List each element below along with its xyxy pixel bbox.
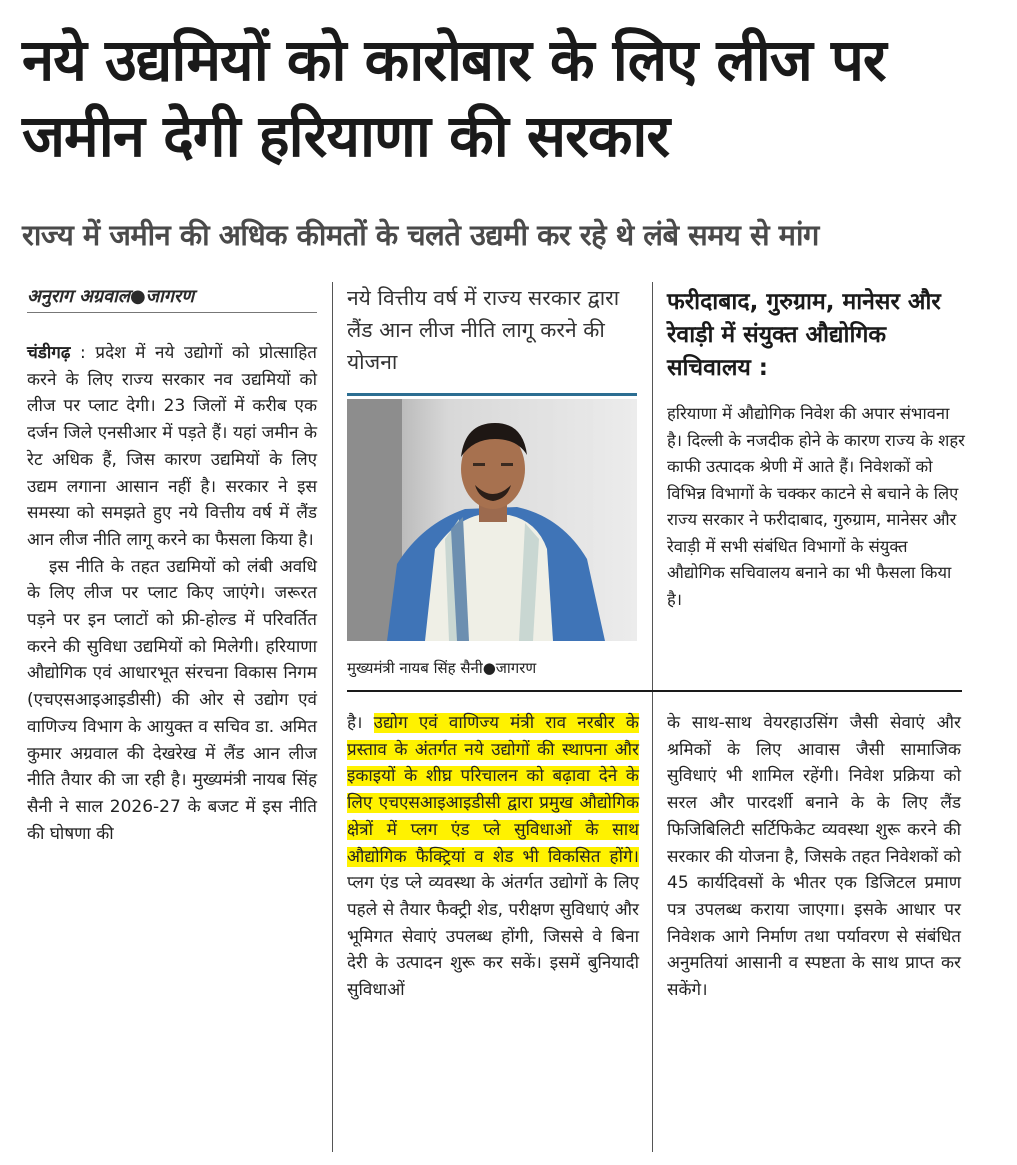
highlighted-text: उद्योग एवं वाणिज्य मंत्री राव नरबीर के प्रस्ताव के अंतर्गत नये उद्योगों की स्थापना और इकाइयों के शीघ्र परिचालन को बढ़ावा देने के लिए एचएसआइआइडीसी द्वारा प्रमुख औद्योगिक क्षेत्रों में प्लग एंड प्ले सुविधाओं के साथ औद्योगिक फैक्ट्रियां व शेड भी विकसित होंगे। [347,713,639,867]
chief-minister-photo-graphic [347,399,637,641]
dateline: चंडीगढ़ [27,343,71,363]
article-column-1 [27,340,317,847]
byline [27,284,194,308]
section-rule [347,690,962,692]
column-divider-2 [652,282,653,1152]
column-divider-1 [332,282,333,1152]
headline: नये उद्यमियों को कारोबार के लिए लीज पर जमीन देगी हरियाणा की सरकार [22,26,886,170]
pull-quote: नये वित्तीय वर्ष में राज्य सरकार द्वारा लैंड आन लीज नीति लागू करने की योजना [347,286,620,374]
article-paragraph-2: इस नीति के तहत उद्यमियों को लंबी अवधि के लिए लीज पर प्लाट किए जाएंगे। जरूरत पड़ने पर इन प्लाटों को फ्री-होल्ड में परिवर्तित करने की सुविधा उद्यमियों को मिलेगी। हरियाणा औद्योगिक एवं आधारभूत संरचना विकास निगम (एचएसआइआइडीसी) की ओर से उद्योग एवं वाणिज्य विभाग के आयुक्त व सचिव डा. अमित कुमार अग्रवाल की देखरेख में लैंड आन लीज नीति तैयार की जा रही है। मुख्यमंत्री नायब सिंह सैनी ने साल 2026-27 के बजट में इस नीति की घोषणा की [27,556,317,844]
article-column-3 [667,710,961,1004]
sidebar-body: हरियाणा में औद्योगिक निवेश की अपार संभावना है। दिल्ली के नजदीक होने के कारण राज्य के शहर काफी उत्पादक श्रेणी में आते हैं। निवेशकों को विभिन्न विभागों के चक्कर काटने से बचाने के लिए राज्य सरकार ने फरीदाबाद, गुरुग्राम, मानेसर और रेवाड़ी में सभी संबंधित विभागों के संयुक्त औद्योगिक सचिवालय बनाने का भी फैसला किया है। [667,404,965,609]
byline-source: जागरण [145,286,195,307]
caption-source: जागरण [495,659,537,677]
column-2-rest: प्लग एंड प्ले व्यवस्था के अंतर्गत उद्योगों के लिए पहले से तैयार फैक्ट्री शेड, परीक्षण सुविधाएं और भूमिगत सेवाएं उपलब्ध होंगी, जिससे वे बिना देरी के उत्पादन शुरू कर सकें। इसमें बुनियादी सुविधाओं [347,873,639,1001]
subheadline: राज्य में जमीन की अधिक कीमतों के चलते उद्यमी कर रहे थे लंबे समय से मांग [22,218,819,252]
caption-dot: ● [482,659,496,677]
byline-author: अनुराग अग्रवाल [27,286,130,307]
sidebar-title: फरीदाबाद, गुरुग्राम, मानेसर और रेवाड़ी में संयुक्त औद्योगिक सचिवालय : [667,289,941,381]
caption-text: मुख्यमंत्री नायब सिंह सैनी [347,659,483,677]
column-3-paragraph: के साथ-साथ वेयरहाउसिंग जैसी सेवाएं और श्रमिकों के लिए आवास जैसी सामाजिक सुविधाएं भी शामिल रहेंगी। निवेश प्रक्रिया को सरल और पारदर्शी बनाने के के लिए लैंड फिजिबिलिटी सर्टिफिकेट व्यवस्था शुरू करने की सरकार की योजना है, जिसके तहत निवेशकों को 45 कार्यदिवसों के भीतर एक डिजिटल प्रमाण पत्र उपलब्ध कराया जाएगा। इसके आधार पर निवेशक आगे निर्माण तथा पर्यावरण से संबंधित अनुमतियां आसानी व स्पष्टता के साथ प्राप्त कर सकेंगे। [667,713,961,1001]
article-paragraph-1 [27,340,317,554]
column-2-paragraph [347,710,639,1004]
chief-minister-photo [347,399,637,641]
byline-dot: ● [129,286,146,307]
photo-accent-rule [347,393,637,396]
paragraph-1-text: : प्रदेश में नये उद्योगों को प्रोत्साहित करने के लिए राज्य सरकार नव उद्यमियों को लीज पर प्लाट देगी। 23 जिलों में करीब एक दर्जन जिले एनसीआर में पड़ते हैं। यहां जमीन के रेट अधिक हैं, जिस कारण उद्यमियों के लिए उद्यम लगाना आसान नहीं है। सरकार ने इस समस्या को समझते हुए नये वित्तीय वर्ष में लैंड आन लीज नीति लागू करने का फैसला किया है। [27,343,317,550]
column-2-lead: है। [347,713,374,733]
article-column-2 [347,710,639,1004]
photo-caption [347,658,536,678]
byline-rule [27,312,317,313]
